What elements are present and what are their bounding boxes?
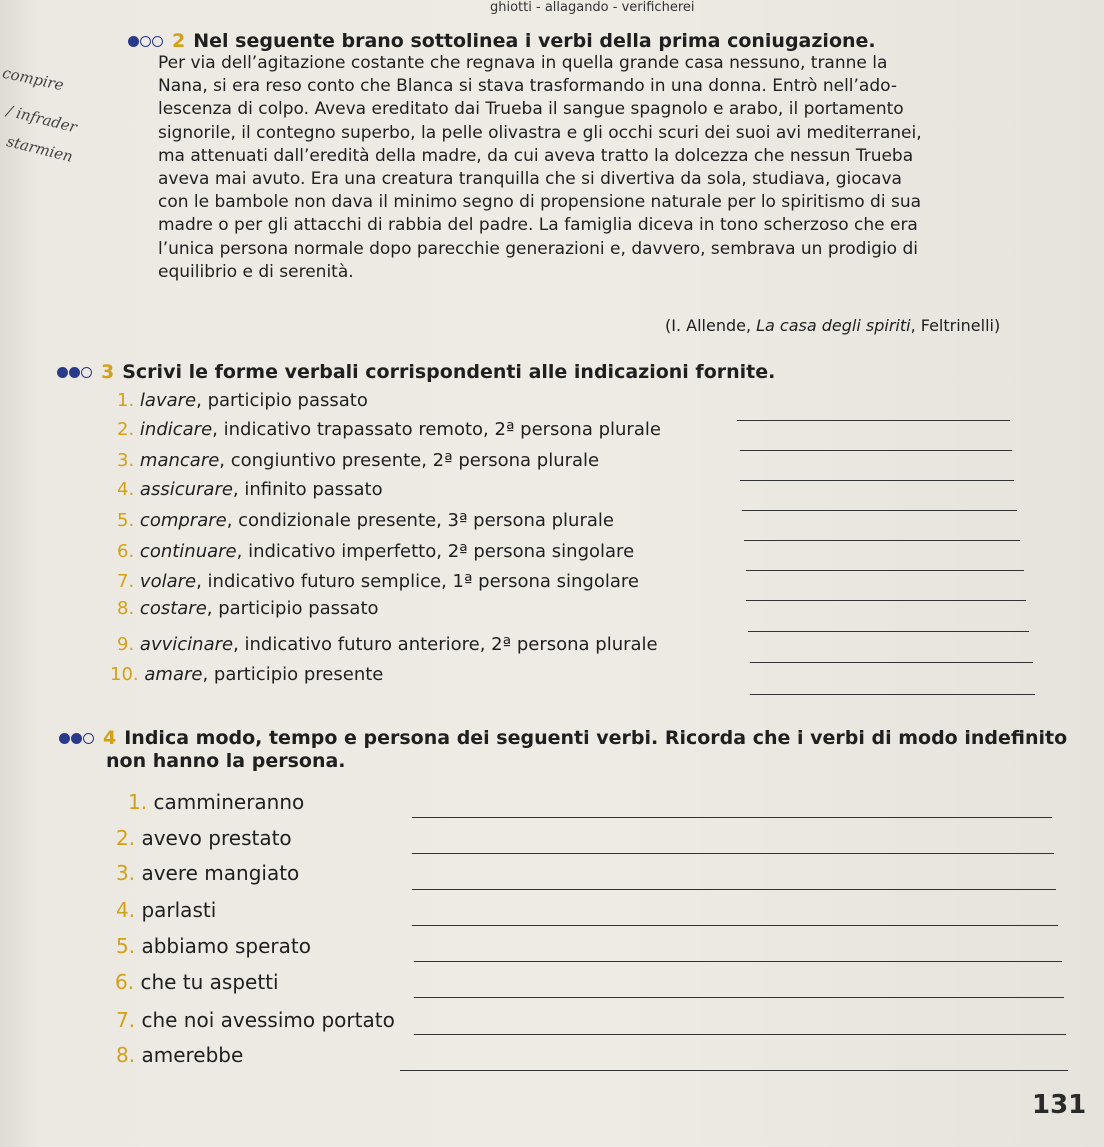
- passage-line: l’unica persona normale dopo parecchie generazioni e, davvero, sembrava un prodigio di: [158, 238, 918, 259]
- difficulty-dots: [128, 30, 164, 52]
- answer-blank[interactable]: [400, 1070, 1068, 1071]
- margin-note: starmien: [4, 132, 75, 166]
- answer-blank[interactable]: [412, 817, 1052, 818]
- answer-blank[interactable]: [750, 662, 1033, 663]
- passage-line: Per via dell’agitazione costante che regnava in quella grande casa nessuno, tranne la: [158, 53, 888, 73]
- exercise-instruction: Nel seguente brano sottolinea i verbi della prima coniugazione.: [193, 30, 876, 52]
- exercise-number: 4: [103, 727, 117, 749]
- page-number: 131: [1032, 1090, 1087, 1120]
- answer-blank[interactable]: [748, 631, 1029, 632]
- passage-line: aveva mai avuto. Era una creatura tranquilla che si divertiva da sola, studiava, giocava: [158, 169, 902, 190]
- answer-blank[interactable]: [740, 450, 1012, 451]
- exercise-instruction: Scrivi le forme verbali corrispondenti alle indicazioni fornite.: [122, 361, 776, 383]
- passage-line: madre o per gli attacchi di rabbia del padre. La famiglia diceva in tono scherzoso che era: [158, 215, 918, 236]
- exercise-number: 2: [172, 30, 186, 52]
- list-item: 8. costare, participio passato: [117, 598, 379, 619]
- answer-blank[interactable]: [412, 889, 1056, 890]
- list-item: 4. parlasti: [116, 898, 217, 922]
- list-item: 5. comprare, condizionale presente, 3ª persona plurale: [117, 510, 614, 531]
- exercise-4-instruction-cont: non hanno la persona.: [106, 750, 346, 772]
- answer-blank[interactable]: [412, 925, 1058, 926]
- list-item: 2. avevo prestato: [116, 826, 292, 850]
- answer-blank[interactable]: [746, 570, 1024, 571]
- list-item: 3. mancare, congiuntivo presente, 2ª persona plurale: [117, 450, 600, 471]
- list-item: 5. abbiamo sperato: [116, 934, 311, 958]
- margin-note: / infrader: [4, 101, 79, 137]
- list-item: 6. continuare, indicativo imperfetto, 2ª persona singolare: [117, 541, 635, 562]
- answer-blank[interactable]: [414, 1034, 1066, 1035]
- exercise-3-header: [57, 361, 775, 383]
- list-item: 3. avere mangiato: [116, 861, 300, 885]
- passage-line: ma attenuati dall’eredità della madre, da cui aveva tratto la dolcezza che nessun Trueba: [158, 145, 914, 166]
- list-item: 6. che tu aspetti: [115, 970, 279, 994]
- answer-blank[interactable]: [414, 997, 1064, 998]
- margin-note: compire: [0, 63, 66, 95]
- exercise-2-header: [128, 30, 876, 52]
- exercise-number: 3: [101, 361, 115, 383]
- list-item: 1. cammineranno: [128, 790, 305, 814]
- passage-line: Nana, si era reso conto che Blanca si stava trasformando in una donna. Entrò nell’ado-: [158, 76, 897, 97]
- answer-blank[interactable]: [744, 540, 1020, 541]
- answer-blank[interactable]: [750, 694, 1035, 695]
- list-item: 10. amare, participio presente: [110, 664, 384, 685]
- difficulty-dots: [57, 361, 93, 383]
- answer-blank[interactable]: [740, 480, 1014, 481]
- difficulty-dots: [59, 727, 95, 749]
- passage: [158, 52, 973, 284]
- list-item: 1. lavare, participio passato: [117, 390, 368, 411]
- passage-line: lescenza di colpo. Aveva ereditato dai Trueba il sangue spagnolo e arabo, il portamento: [158, 99, 904, 120]
- answer-blank[interactable]: [412, 853, 1054, 854]
- answer-blank[interactable]: [414, 961, 1062, 962]
- list-item: 2. indicare, indicativo trapassato remoto, 2ª persona plurale: [117, 419, 661, 440]
- exercise-4-header: [59, 727, 1067, 749]
- exercise-instruction: Indica modo, tempo e persona dei seguenti verbi. Ricorda che i verbi di modo indefinito: [124, 727, 1068, 749]
- list-item: 7. volare, indicativo futuro semplice, 1ª persona singolare: [117, 571, 639, 592]
- list-item: 9. avvicinare, indicativo futuro anteriore, 2ª persona plurale: [117, 634, 658, 655]
- list-item: 4. assicurare, infinito passato: [117, 479, 383, 500]
- list-item: 7. che noi avessimo portato: [116, 1008, 395, 1032]
- passage-line: con le bambole non dava il minimo segno di propensione naturale per lo spiritismo di sua: [158, 192, 922, 213]
- answer-blank[interactable]: [737, 420, 1010, 421]
- header-fragment: ghiotti - allagando - verificherei: [490, 0, 695, 15]
- answer-blank[interactable]: [742, 510, 1017, 511]
- answer-blank[interactable]: [746, 600, 1026, 601]
- passage-line: equilibrio e di serenità.: [158, 261, 354, 282]
- list-item: 8. amerebbe: [116, 1043, 244, 1067]
- source-citation: (I. Allende, La casa degli spiriti, Feltrinelli): [665, 316, 1001, 335]
- passage-line: signorile, il contegno superbo, la pelle olivastra e gli occhi scuri dei suoi avi mediterranei,: [158, 122, 922, 143]
